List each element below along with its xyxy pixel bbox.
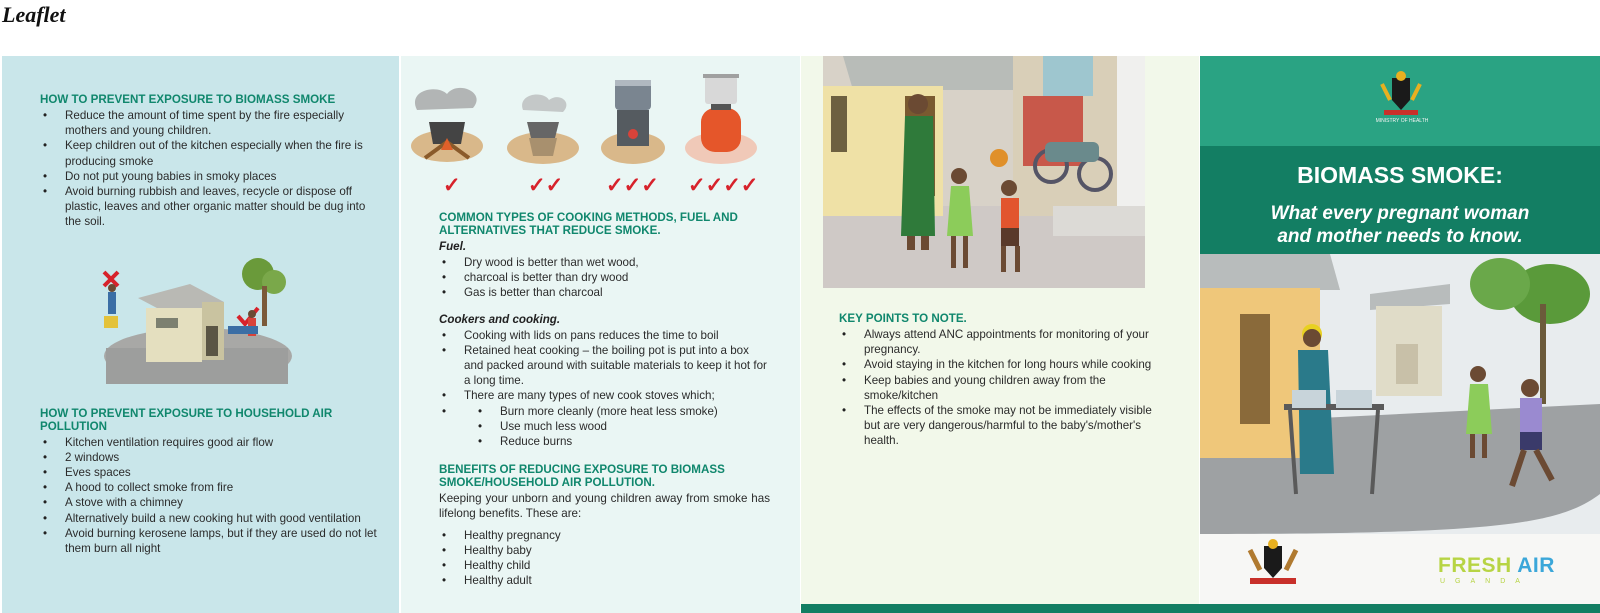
list-item: • Avoid burning kerosene lamps, but if they are used do not let them burn all night [65, 526, 379, 556]
list-item: • Eves spaces [65, 465, 379, 480]
logo-country-text: UGANDA [1440, 578, 1530, 585]
list-item: • A stove with a chimney [65, 495, 379, 510]
panel-prevention [2, 56, 399, 613]
list-item: • Healthy pregnancy [464, 528, 770, 543]
list-item: • Healthy adult [464, 573, 770, 588]
panel-cooking-methods [401, 56, 800, 613]
list-item: • A hood to collect smoke from fire [65, 480, 379, 495]
stove-comparison [403, 56, 770, 211]
ministry-label: MINISTRY OF HEALTH [1375, 118, 1429, 124]
check-marks-1: ✓ [443, 174, 461, 197]
list-item: • Do not put young babies in smoky places [65, 169, 379, 184]
fuel-label: Fuel. [439, 240, 467, 253]
list-item: • Avoid burning rubbish and leaves, recycle or dispose off plastic, leaves and other organic matter should be dug into the soil. [65, 184, 379, 230]
cookers-list [439, 328, 770, 450]
cover-subtitle [1200, 202, 1600, 248]
charcoal-stove-illustration [503, 90, 583, 170]
firewood-stove-illustration [407, 80, 487, 170]
list-item: • charcoal is better than dry wood [464, 270, 770, 285]
improved-stove-illustration [593, 70, 673, 170]
list-item: • Gas is better than charcoal [464, 285, 770, 300]
list-item: • Kitchen ventilation requires good air flow [65, 435, 379, 450]
mother-children-illustration [823, 56, 1145, 288]
subtitle-line-2: and mother needs to know. [1277, 226, 1523, 247]
list-item: • Reduce burns [500, 434, 770, 449]
check-marks-3: ✓✓✓ [606, 174, 659, 197]
benefits-list [439, 528, 770, 589]
list-item: • Reduce the amount of time spent by the fire especially mothers and young children. [65, 108, 379, 138]
kitchen-hut-illustration [98, 256, 294, 386]
section-heading-household: HOW TO PREVENT EXPOSURE TO HOUSEHOLD AIR POLLUTION [40, 406, 333, 433]
list-item-nested [464, 404, 770, 450]
list-item: • Healthy baby [464, 543, 770, 558]
coat-of-arms-icon [1240, 538, 1306, 588]
section-heading-biomass: HOW TO PREVENT EXPOSURE TO BIOMASS SMOKE [40, 93, 336, 106]
fuel-list [439, 255, 770, 301]
section-heading-benefits: BENEFITS OF REDUCING EXPOSURE TO BIOMASS SMOKE/HOUSEHOLD AIR POLLUTION. [439, 463, 725, 490]
panel-cover [1200, 56, 1600, 613]
woman-cooking-illustration [1200, 254, 1600, 534]
list-item: • Healthy child [464, 558, 770, 573]
list-item: • Keep babies and young children away from the smoke/kitchen [864, 373, 1169, 403]
section-heading-cooking-methods: COMMON TYPES OF COOKING METHODS, FUEL AND ALTERNATIVES THAT REDUCE SMOKE. [439, 211, 738, 237]
check-marks-2: ✓✓ [528, 174, 564, 197]
key-points-list [839, 327, 1169, 449]
stove-benefits-list [464, 404, 770, 450]
list-item: • 2 windows [65, 450, 379, 465]
footer-bar [801, 604, 1600, 613]
list-item: • Avoid staying in the kitchen for long hours while cooking [864, 357, 1169, 372]
list-item: • Keep children out of the kitchen especially when the fire is producing smoke [65, 138, 379, 168]
biomass-prevention-list [40, 108, 379, 230]
list-item: • The effects of the smoke may not be immediately visible but are very dangerous/harmful to the baby's/mother's health. [864, 403, 1169, 449]
list-item: • There are many types of new cook stoves which; [464, 388, 770, 403]
coat-of-arms-icon [1378, 70, 1424, 118]
household-prevention-list [40, 435, 379, 557]
gas-stove-illustration [681, 70, 761, 170]
fresh-air-logo [1438, 554, 1555, 578]
list-item: • Dry wood is better than wet wood, [464, 255, 770, 270]
cover-title: BIOMASS SMOKE: [1297, 162, 1503, 188]
list-item: • Alternatively build a new cooking hut with good ventilation [65, 511, 379, 526]
cookers-label: Cookers and cooking. [439, 312, 561, 326]
section-heading-key-points: KEY POINTS TO NOTE. [839, 312, 967, 325]
logo-air-text: AIR [1517, 554, 1555, 577]
list-item: • Always attend ANC appointments for monitoring of your pregnancy. [864, 327, 1169, 357]
check-marks-4: ✓✓✓✓ [688, 174, 759, 197]
list-item: • • Burn more cleanly (more heat less smoke) [500, 404, 770, 419]
page-label: Leaflet [2, 2, 66, 27]
list-item: • Cooking with lids on pans reduces the time to boil [464, 328, 770, 343]
list-item: • Use much less wood [500, 419, 770, 434]
panel-key-points [801, 56, 1199, 613]
list-item: • Retained heat cooking – the boiling pot is put into a box and packed around with suitable materials to keep it hot for a long time. [464, 343, 770, 389]
logo-fresh-text: FRESH [1438, 554, 1512, 577]
subtitle-line-1: What every pregnant woman [1270, 203, 1530, 224]
benefits-intro: Keeping your unborn and young children away from smoke has lifelong benefits. These are: [439, 492, 770, 521]
